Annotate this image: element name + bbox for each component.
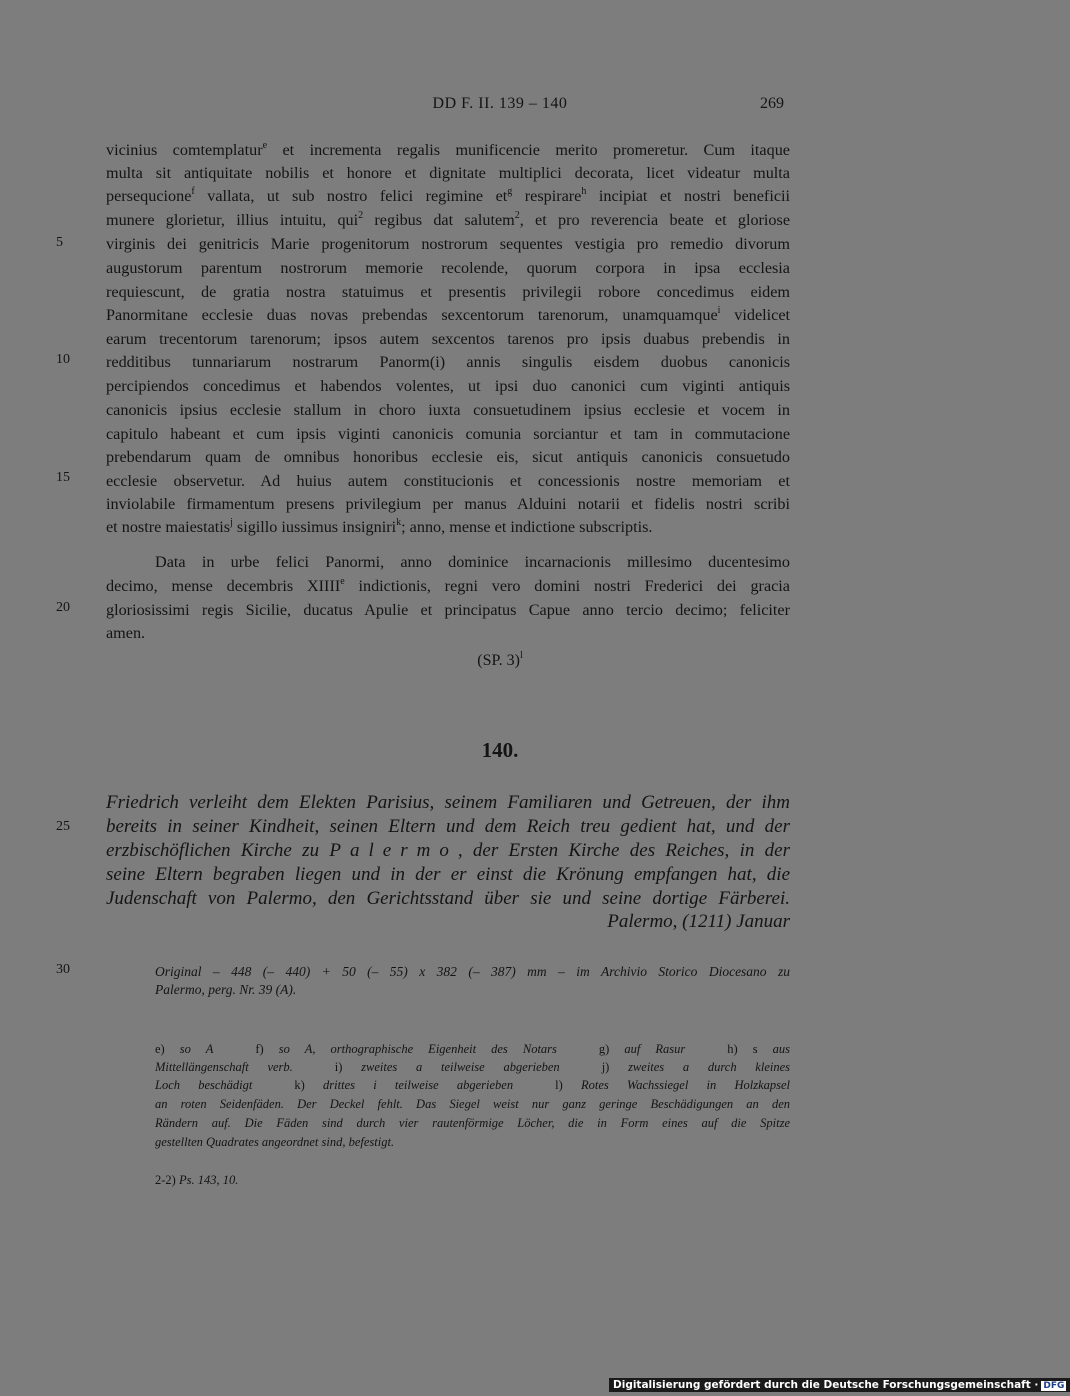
text-line: capitulo habeant et cum ipsis viginti canonicis comunia sorciantur et tam in commutacione xyxy=(106,425,790,443)
footnote-line: an roten Seidenfäden. Der Deckel fehlt. Das Siegel weist nur ganz geringe Beschädigungen an den xyxy=(155,1097,790,1111)
line-number: 20 xyxy=(56,600,70,615)
text-line: canonicis ipsius ecclesie stallum in choro iuxta consuetudinem ipsius ecclesie et vocem in xyxy=(106,401,790,419)
regest-line: bereits in seiner Kindheit, seinen Eltern und dem Reich treu gedient hat, und der xyxy=(106,816,790,837)
text-line: prebendarum quam de omnibus honoribus ecclesie eis, sicut antiquis canonicis consuetudo xyxy=(106,448,790,466)
text-line: earum trecentorum tarenorum; ipsos autem sexcentos tarenos pro ipsis duabus prebendis in xyxy=(106,330,790,348)
text-line: munere glorietur, illius intuitu, qui$^2$ regibus dat salutem$^2$, et pro reverencia beate et gloriose xyxy=(106,210,791,229)
footnote-line: Mittellängenschaft verb. i) zweites a teilweise abgerieben j) zweites a durch kleines xyxy=(155,1060,791,1074)
line-number: 10 xyxy=(56,352,70,367)
regest-line: seine Eltern begraben liegen und in der er einst die Krönung empfangen hat, die xyxy=(106,864,790,885)
text-line: amen. xyxy=(106,624,146,642)
text-line: et nostre maiestatis$^j$ sigillo iussimus insigniri$^k$; anno, mense et indictione subscriptis. xyxy=(106,517,653,536)
text-line: virginis dei genitricis Marie progenitorum nostrorum sequentes vestigia pro remedio divorum xyxy=(106,235,790,253)
running-title: DD F. II. 139 – 140 xyxy=(432,95,568,112)
text-line: requiescunt, de gratia nostra statuimus et presentis privilegii robore concedimus eidem xyxy=(106,283,790,301)
regest-line: Friedrich verleiht dem Elekten Parisius, seinem Familiaren und Getreuen, der ihm xyxy=(106,792,790,813)
footnote-line: e) so A f) so A, orthographische Eigenheit des Notars g) auf Rasur h) s aus xyxy=(155,1042,791,1056)
text-line: redditibus tunnariarum nostrarum Panorm(i) annis singulis eisdem duobus canonicis xyxy=(106,353,790,371)
footnote-line: gestellten Quadrates angeordnet sind, befestigt. xyxy=(155,1135,395,1149)
text-line: multa sit antiquitate nobilis et honore et dignitate multiplici decorata, licet videatur multa xyxy=(106,164,790,182)
line-number: 30 xyxy=(56,962,70,977)
dfg-logo: DFG xyxy=(1043,1381,1065,1391)
text-line: vicinius comtemplatur$^e$ et incrementa regalis munificencie merito promeretur. Cum itaque xyxy=(106,140,790,159)
line-number: 15 xyxy=(56,470,70,485)
document-number: 140. xyxy=(481,738,519,762)
line-number: 25 xyxy=(56,819,70,834)
original-note: Palermo, perg. Nr. 39 (A). xyxy=(155,982,297,997)
text-line: ecclesie observetur. Ad huius autem constitucionis et concessionis nostre memoriam et xyxy=(106,472,790,490)
text-line: Data in urbe felici Panormi, anno dominice incarnacionis millesimo ducentesimo xyxy=(155,553,790,571)
text-line: gloriosissimi regis Sicilie, ducatus Apulie et principatus Capue anno tercio decimo; feliciter xyxy=(106,601,790,619)
regest-line: erzbischöflichen Kirche zu Palermo, der Ersten Kirche des Reiches, in der xyxy=(106,840,790,861)
place-name: Palermo xyxy=(329,840,458,861)
text-line: Panormitane ecclesie duas novas prebendas sexcentorum tarenorum, unamquamque$^i$ videlicet xyxy=(106,305,791,324)
text-line: decimo, mense decembris XIIIIe indictionis, regni vero domini nostri Frederici dei gracia xyxy=(106,576,790,595)
text-line: percipiendos concedimus et habendos volentes, ut ipsi duo canonici cum viginti antiquis xyxy=(106,377,790,395)
text-line: persequcione$^f$ vallata, ut sub nostro felici regimine $et^g$ respirare$^h$ incipiat et nostri beneficii xyxy=(106,186,790,205)
footnote-line: Loch beschädigt k) drittes i teilweise abgerieben l) Rotes Wachssiegel in Holzkapsel xyxy=(155,1078,791,1092)
regest-date: Palermo, (1211) Januar xyxy=(607,911,790,932)
page-number: 269 xyxy=(760,95,784,112)
text-line: augustorum parentum nostrorum memorie recolende, quorum corpora in ipsa ecclesia xyxy=(106,259,790,277)
regest-line: Judenschaft von Palermo, den Gerichtsstand über sie und seine dortige Färberei. xyxy=(106,888,790,909)
footnote-line: 2-2) Ps. 143, 10. xyxy=(155,1173,239,1187)
text-line: inviolabile firmamentum presens privilegium per manus Alduini notarii et fidelis nostri scribi xyxy=(106,495,790,513)
signum: (SP. 3)$^l$ xyxy=(477,650,523,669)
line-number: 5 xyxy=(56,235,63,250)
original-note: Original – 448 (– 440) + 50 (– 55) x 382 (– 387) mm – im Archivio Storico Diocesano zu xyxy=(155,964,790,979)
funding-footer: Digitalisierung gefördert durch die Deutsche Forschungsgemeinschaft · DFG xyxy=(609,1378,1070,1392)
footnote-line: Rändern auf. Die Fäden sind durch vier rautenförmige Löcher, die in Form eines auf die Spitze xyxy=(155,1116,790,1130)
